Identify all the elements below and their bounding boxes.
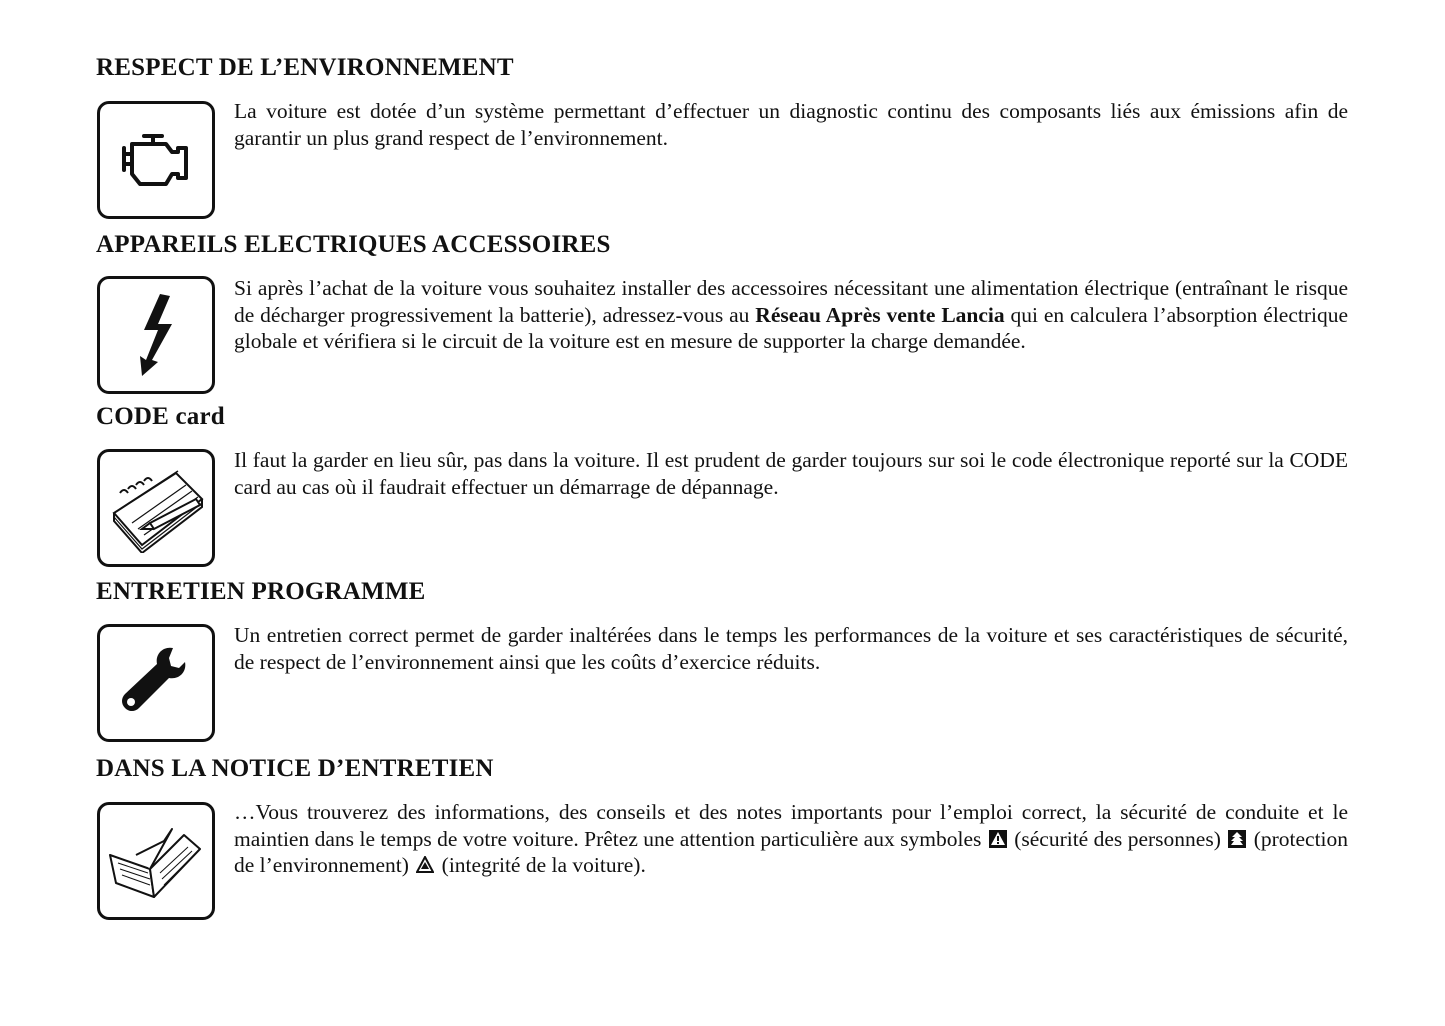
notebook-pencil-icon [106, 463, 206, 553]
wrench-icon-box [97, 624, 215, 742]
lightning-icon-box [97, 276, 215, 394]
electrical-text-after: qui en calculera l’absorption électrique globale et vérifiera si le circuit de la voiture est en mesure de supporter la charge demandée. [234, 302, 1349, 353]
car-integrity-triangle-icon [416, 856, 434, 874]
section-title-manual: DANS LA NOTICE D’ENTRETIEN [96, 755, 494, 782]
section-text-electrical [234, 275, 1348, 355]
engine-icon-box [97, 101, 215, 219]
manual-text-part4: (integrité de la voiture). [441, 853, 646, 877]
open-book-icon [106, 821, 206, 901]
warning-triangle-icon [989, 830, 1007, 848]
engine-icon [116, 130, 196, 190]
notebook-icon-box [97, 449, 215, 567]
wrench-icon [111, 638, 201, 728]
environment-tree-icon [1228, 830, 1246, 848]
lightning-bolt-icon [116, 290, 196, 380]
manual-text-part2: (sécurité des personnes) [1014, 826, 1221, 851]
section-title-electrical: APPAREILS ELECTRIQUES ACCESSOIRES [96, 231, 611, 258]
manual-text-part3: (protection de l’environnement) [234, 826, 1349, 877]
electrical-text-bold: Réseau Après vente Lancia [755, 302, 1005, 327]
book-icon-box [97, 802, 215, 920]
section-text-code-card: Il faut la garder en lieu sûr, pas dans la voiture. Il est prudent de garder toujours sur soi le code électronique reporté sur la CODE card au cas où il faudrait effectuer un démarrage de dépannage. [234, 448, 1348, 499]
manual-text-part1: …Vous trouverez des informations, des conseils et des notes importants pour l’emploi correct, la sécurité de conduite et le maintien dans le temps de votre voiture. Prêtez une attention particulière aux symboles [234, 800, 1348, 851]
electrical-text-before: Si après l’achat de la voiture vous souhaitez installer des accessoires nécessitant une alimentation électrique (entraînant le risque de décharger progressivement la batterie), adressez-vous au [234, 276, 1348, 327]
section-title-environment: RESPECT DE L’ENVIRONNEMENT [96, 54, 514, 81]
section-text-maintenance: Un entretien correct permet de garder inaltérées dans le temps les performances de la voiture et ses caractéristiques de sécurité, de respect de l’environnement ainsi que les coûts d’exercice réduits. [234, 623, 1348, 674]
section-title-maintenance: ENTRETIEN PROGRAMME [96, 578, 426, 605]
section-title-code-card: CODE card [96, 403, 225, 430]
section-text-manual [234, 799, 1348, 879]
section-text-environment: La voiture est dotée d’un système permettant d’effectuer un diagnostic continu des composants liés aux émissions afin de garantir un plus grand respect de l’environnement. [234, 99, 1348, 150]
